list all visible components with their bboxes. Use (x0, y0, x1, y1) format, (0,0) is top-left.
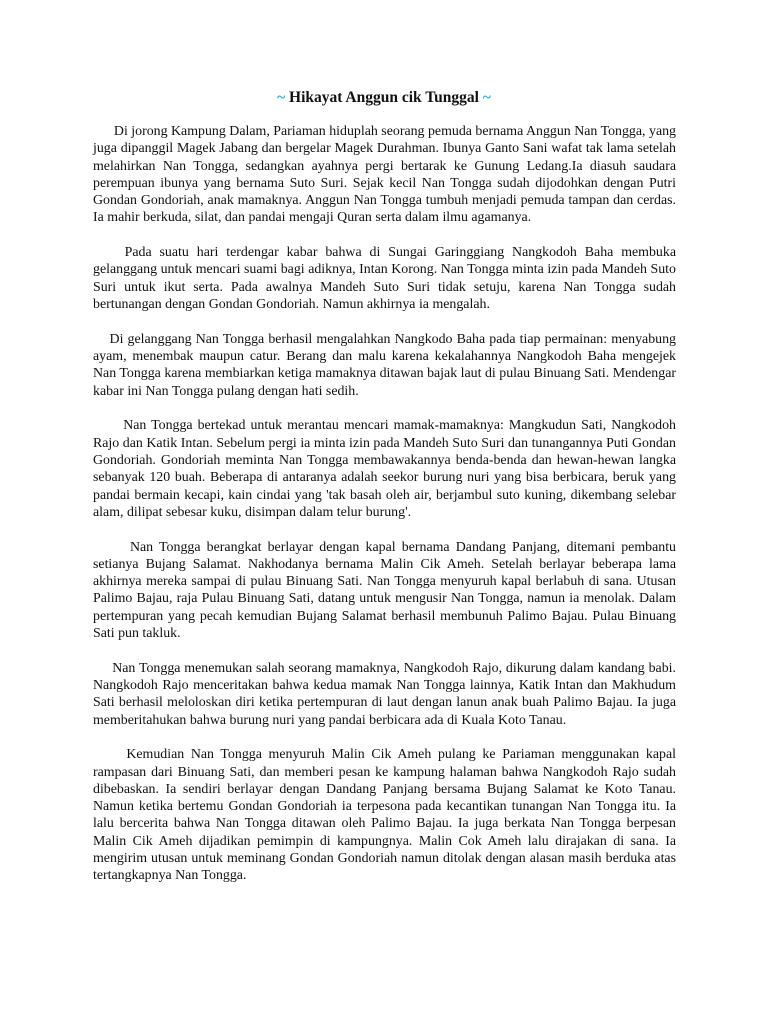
paragraph-2: Pada suatu hari terdengar kabar bahwa di Sungai Garinggiang Nangkodoh Baha membuka gelanggang untuk mencari suami bagi adiknya, Intan Korong. Nan Tongga minta izin pada Mandeh Suto Suri untuk ikut serta. Pada awalnya Mandeh Suto Suri tidak setuju, karena Nan Tongga sudah bertunangan dengan Gondan Gondoriah. Namun akhirnya ia mengalah. (93, 245, 676, 313)
title-tilde-right: ~ (482, 89, 491, 106)
paragraph-7: Kemudian Nan Tongga menyuruh Malin Cik Ameh pulang ke Pariaman menggunakan kapal rampasan dari Binuang Sati, dan memberi pesan ke kampung halaman bahwa Nangkodoh Rajo sudah dibebaskan. Ia sendiri berlayar dengan Dandang Panjang bersama Bujang Salamat ke Koto Tanau. Namun ketika bertemu Gondan Gondoriah ia terpesona pada kecantikan tunangan Nan Tongga itu. Ia lalu bercerita bahwa Nan Tongga ditawan oleh Palimo Bajau. Ia juga berkata Nan Tongga berpesan Malin Cik Ameh dijadikan pemimpin di kampungnya. Malin Cok Ameh lalu dirajakan di sana. Ia mengirim utusan untuk meminang Gondan Gondoriah namun ditolak dengan alasan masih berduka atas tertangkapnya Nan Tongga. (93, 747, 676, 884)
document-body (93, 123, 676, 902)
paragraph-6: Nan Tongga menemukan salah seorang mamaknya, Nangkodoh Rajo, dikurung dalam kandang babi. Nangkodoh Rajo menceritakan bahwa kedua mamak Nan Tongga lainnya, Katik Intan dan Makhudum Sati berhasil meloloskan diri ketika pertempuran di laut dengan lanun anak buah Palimo Bajau. Ia juga memberitahukan bahwa burung nuri yang pandai berbicara ada di Kuala Koto Tanau. (93, 660, 676, 728)
document-title (0, 89, 768, 107)
title-text: Hikayat Anggun cik Tunggal (289, 89, 479, 106)
paragraph-1: Di jorong Kampung Dalam, Pariaman hiduplah seorang pemuda bernama Anggun Nan Tongga, yang juga dipanggil Magek Jabang dan bergelar Magek Durahman. Ibunya Ganto Sani wafat tak lama setelah melahirkan Nan Tongga, sedangkan ayahnya pergi bertarak ke Gunung Ledang.Ia diasuh saudara perempuan ibunya yang bernama Suto Suri. Sejak kecil Nan Tongga sudah dijodohkan dengan Putri Gondan Gondoriah, anak mamaknya. Anggun Nan Tongga tumbuh menjadi pemuda tampan dan cerdas. Ia mahir berkuda, silat, dan pandai mengaji Quran serta dalam ilmu agamanya. (93, 124, 677, 226)
title-tilde-left: ~ (277, 89, 286, 106)
paragraph-3: Di gelanggang Nan Tongga berhasil mengalahkan Nangkodo Baha pada tiap permainan: menyabung ayam, menembak maupun catur. Berang dan malu karena kekalahannya Nangkodoh Baha mengejek Nan Tongga karena membiarkan ketiga mamaknya ditawan bajak laut di pulau Binuang Sati. Mendengar kabar ini Nan Tongga pulang dengan hati sedih. (93, 331, 677, 399)
paragraph-5: Nan Tongga berangkat berlayar dengan kapal bernama Dandang Panjang, ditemani pembantu setianya Bujang Salamat. Nakhodanya bernama Malin Cik Ameh. Setelah berlayar beberapa lama akhirnya mereka sampai di pulau Binuang Sati. Nan Tongga menyuruh kapal berlabuh di sana. Utusan Palimo Bajau, raja Pulau Binuang Sati, datang untuk mengusir Nan Tongga, namun ia menolak. Dalam pertempuran yang pecah kemudian Bujang Salamat berhasil membunuh Palimo Bajau. Pulau Binuang Sati pun takluk. (93, 539, 676, 641)
paragraph-4: Nan Tongga bertekad untuk merantau mencari mamak-mamaknya: Mangkudun Sati, Nangkodoh Rajo dan Katik Intan. Sebelum pergi ia minta izin pada Mandeh Suto Suri dan tunangannya Puti Gondan Gondoriah. Gondoriah meminta Nan Tongga membawakannya benda-benda dan hewan-hewan langka sebanyak 120 buah. Beberapa di antaranya adalah seekor burung nuri yang bisa berbicara, beruk yang pandai bermain kecapi, kain cindai yang 'tak basah oleh air, berjambul suto kuning, dikembang selebar alam, dilipat sebesar kuku, disimpan dalam telur burung'. (93, 418, 677, 520)
